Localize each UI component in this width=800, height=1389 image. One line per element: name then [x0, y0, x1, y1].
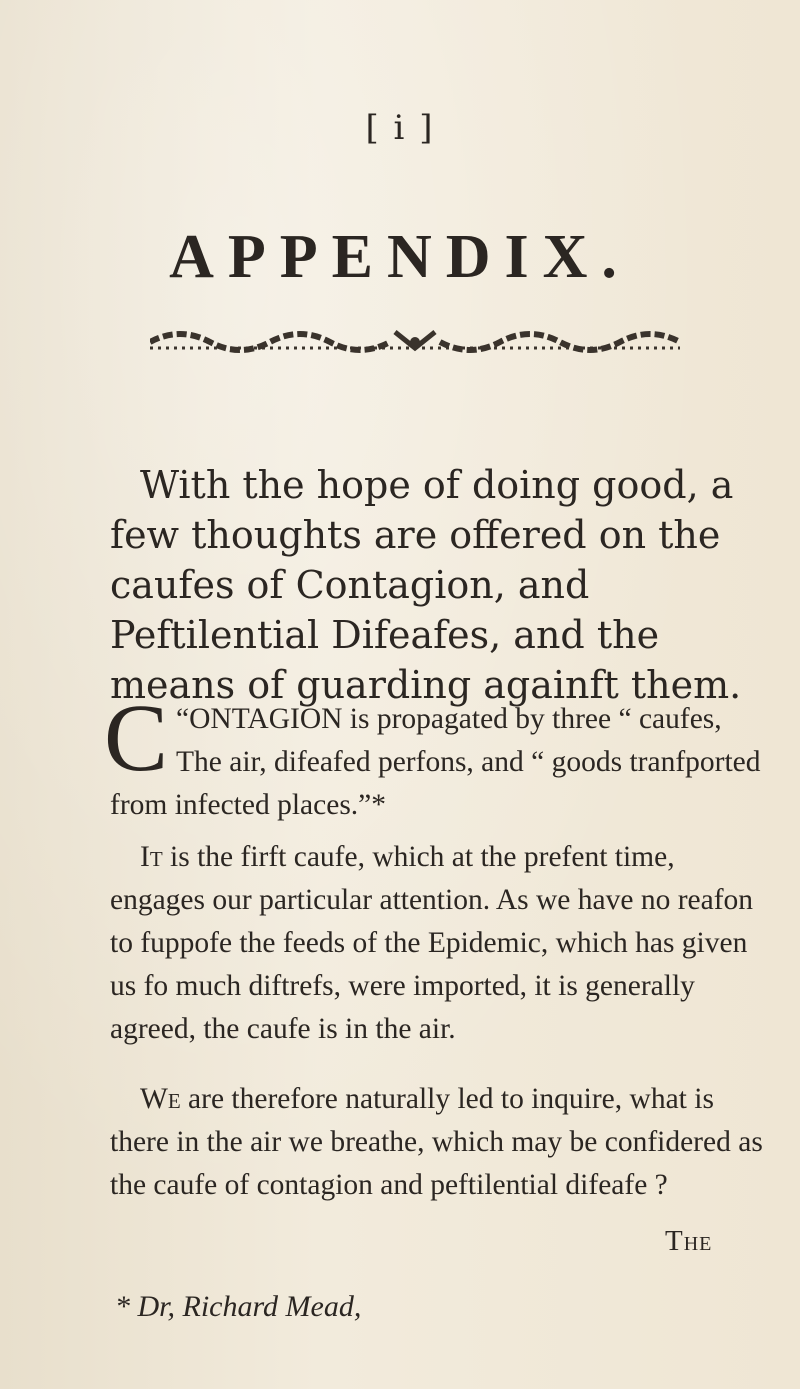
paragraph-lead: We: [140, 1083, 181, 1115]
intro-paragraph: With the hope of doing good, a few thoughts are offered on the caufes of Contagion, and Peftilential Difeafes, and the means of guarding againft them.: [110, 463, 742, 707]
paragraph-text: is the firft caufe, which at the prefent time, engages our particular attention. As we have no reafon to fuppofe the feeds of the Epidemic, which has given us fo much diftrefs, were imported, it is generally agreed, the caufe is in the air.: [110, 841, 754, 1045]
body-paragraph-1: [110, 836, 770, 1051]
quotation-text: ONTAGION is propagated by three “ caufes, The air, difeafed perfons, and “ goods tranfported from infected places.”*: [110, 703, 761, 821]
page-number: [ i ]: [365, 108, 435, 148]
paragraph-text: are therefore naturally led to inquire, what is there in the air we breathe, which may be confidered as the caufe of contagion and peftilential difeafe ?: [110, 1083, 763, 1201]
footnote: * Dr, Richard Mead,: [115, 1290, 362, 1323]
body-paragraph-2: [110, 1078, 770, 1207]
quotation-paragraph: [104, 684, 770, 827]
section-heading: APPENDIX.: [169, 223, 631, 291]
opening-quote: “: [176, 703, 190, 735]
decorative-rule-ornament: [150, 318, 680, 362]
paragraph-lead: It: [140, 841, 163, 873]
drop-cap: C: [104, 684, 169, 791]
catchword: The: [665, 1225, 713, 1257]
